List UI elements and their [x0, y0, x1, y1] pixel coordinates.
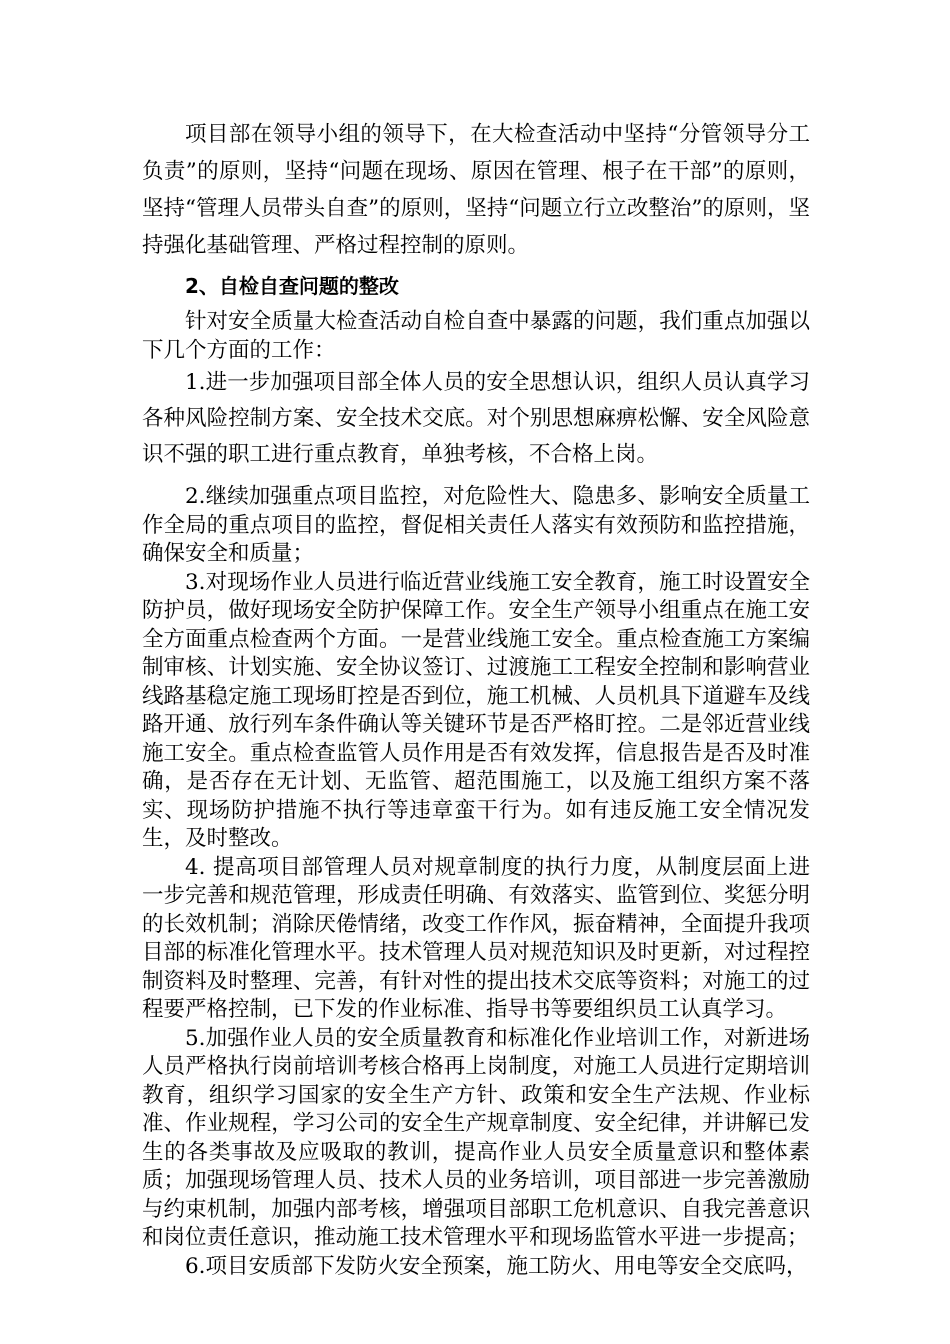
document-body — [142, 116, 810, 1281]
paragraph-principles: 项目部在领导小组的领导下，在大检查活动中坚持“分管领导分工负责”的原则，坚持“问题在现场、原因在管理、根子在干部”的原则，坚持“管理人员带头自查”的原则，坚持“问题立行立改整治”的原则，坚持强化基础管理、严格过程控制的原则。 — [142, 122, 810, 258]
paragraph-item-3: 3.对现场作业人员进行临近营业线施工安全教育，施工时设置安全防护员，做好现场安全防护保障工作。安全生产领导小组重点在施工安全方面重点检查两个方面。一是营业线施工安全。重点检查施工方案编制审核、计划实施、安全协议签订、过渡施工工程安全控制和影响营业线路基稳定施工现场盯控是否到位，施工机械、人员机具下道避车及线路开通、放行列车条件确认等关键环节是否严格盯控。二是邻近营业线施工安全。重点检查监管人员作用是否有效发挥，信息报告是否及时准确，是否存在无计划、无监管、超范围施工，以及施工组织方案不落实、现场防护措施不执行等违章蛮干行为。如有违反施工安全情况发生，及时整改。 — [142, 569, 810, 851]
paragraph-item-2: 2.继续加强重点项目监控，对危险性大、隐患多、影响安全质量工作全局的重点项目的监控，督促相关责任人落实有效预防和监控措施，确保安全和质量； — [142, 484, 810, 566]
paragraph-intro: 针对安全质量大检查活动自检自查中暴露的问题，我们重点加强以下几个方面的工作： — [142, 309, 810, 363]
section-heading: 2、自检自查问题的整改 — [185, 274, 399, 298]
paragraph-item-5: 5.加强作业人员的安全质量教育和标准化作业培训工作，对新进场人员严格执行岗前培训考核合格再上岗制度，对施工人员进行定期培训教育，组织学习国家的安全生产方针、政策和安全生产法规、作业标准、作业规程，学习公司的安全生产规章制度、安全纪律，并讲解已发生的各类事故及应吸取的教训，提高作业人员安全质量意识和整体素质；加强现场管理人员、技术人员的业务培训，项目部进一步完善激励与约束机制，加强内部考核，增强项目部职工危机意识、自我完善意识和岗位责任意识，推动施工技术管理水平和现场监管水平进一步提高； — [142, 1025, 810, 1250]
paragraph-item-1: 1.进一步加强项目部全体人员的安全思想认识，组织人员认真学习各种风险控制方案、安全技术交底。对个别思想麻痹松懈、安全风险意识不强的职工进行重点教育，单独考核，不合格上岗。 — [142, 370, 810, 467]
paragraph-item-6: 6.项目安质部下发防火安全预案，施工防火、用电等安全交底吗， — [185, 1253, 808, 1279]
paragraph-item-4: 4. 提高项目部管理人员对规章制度的执行力度，从制度层面上进一步完善和规范管理，形成责任明确、有效落实、监管到位、奖惩分明的长效机制；消除厌倦情绪，改变工作作风，振奋精神，全面提升我项目部的标准化管理水平。技术管理人员对规范知识及时更新，对过程控制资料及时整理、完善，有针对性的提出技术交底等资料；对施工的过程要严格控制，已下发的作业标准、指导书等要组织员工认真学习。 — [142, 854, 810, 1022]
